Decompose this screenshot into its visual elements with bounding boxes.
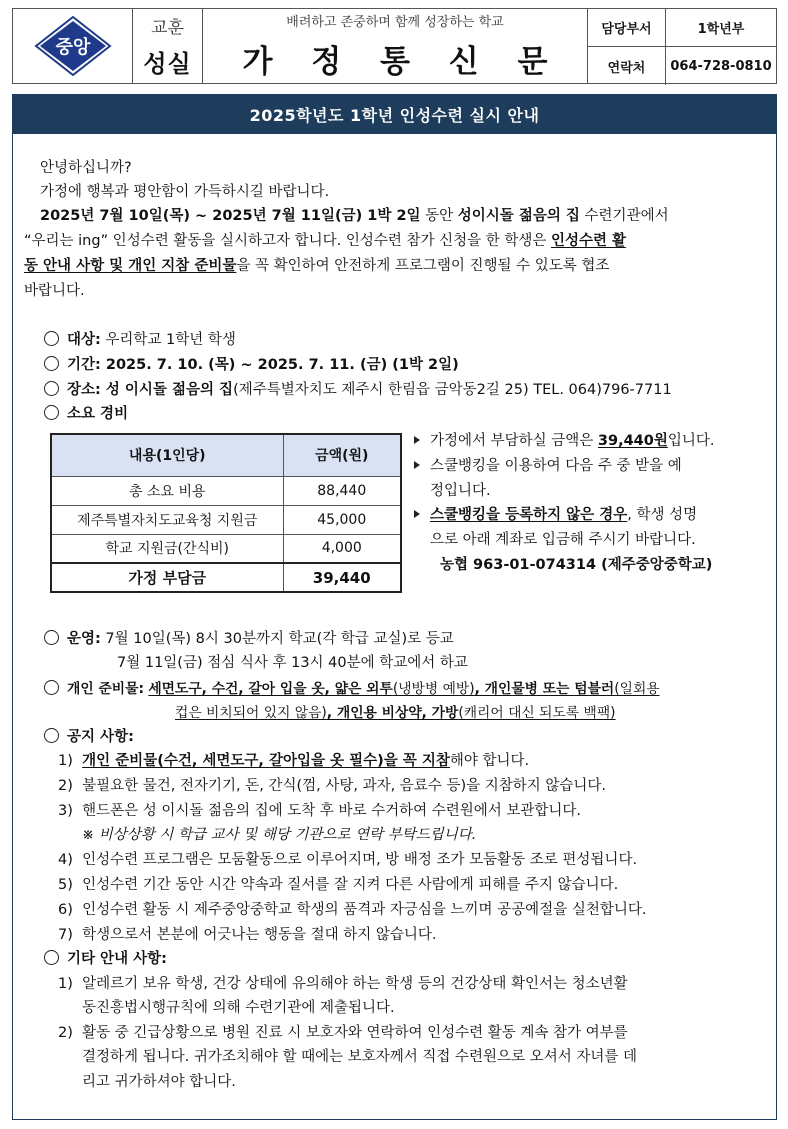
bullet-circle-icon (44, 630, 59, 645)
cost-note-2-cont: 정입니다. (430, 483, 491, 499)
cost-table (50, 433, 402, 593)
list-number: 5) (58, 877, 73, 893)
triangle-bullet-icon (414, 510, 420, 518)
cost-note-1 (414, 431, 715, 451)
intro-line-1 (40, 206, 669, 226)
supplies-line-2 (175, 703, 616, 723)
supplies-emphasis: , 개인용 비상약, 가방 (326, 705, 459, 721)
table-total-row (51, 563, 401, 592)
table-header-row (51, 434, 401, 476)
operation-label: 운영: (67, 631, 101, 647)
school-slogan: 배려하고 존중하며 함께 성장하는 학교 (286, 15, 504, 30)
notice-7 (58, 925, 437, 945)
other-text: 활동 중 긴급상황으로 병원 진료 시 보호자와 연락하여 인성수련 활동 계속 참가 여부를 (82, 1025, 628, 1041)
operation-line: 7월 10일(목) 8시 30분까지 학교(각 학급 교실)로 등교 (100, 631, 454, 647)
school-logo-cell (13, 9, 133, 83)
notice-text: 핸드폰은 성 이시돌 젊음의 집에 도착 후 바로 수거하여 수련원에서 보관합니다. (82, 803, 582, 819)
notice-text: 불필요한 물건, 전자기기, 돈, 간식(껌, 사탕, 과자, 음료수 등)을 지참하지 않습니다. (82, 778, 606, 794)
letter-header (12, 8, 777, 84)
supplies-label: 개인 준비물: (67, 681, 144, 697)
notice-4 (58, 850, 637, 870)
dept-value: 1학년부 (666, 9, 776, 47)
motto-cell (133, 9, 203, 83)
letter-title: 가 정 통 신 문 (242, 44, 562, 80)
cost-note-3-cont: 으로 아래 계좌로 입금해 주시기 바랍니다. (430, 532, 696, 548)
intro-text: 수련기관에서 (579, 208, 669, 224)
table-cell: 총 소요 비용 (51, 476, 283, 505)
operation-line-2: 7월 11일(금) 점심 식사 후 13시 40분에 학교에서 하교 (117, 655, 468, 671)
note-text: 가정에서 부담하실 금액은 (430, 433, 598, 449)
period-value: 2025. 7. 10. (목) ~ 2025. 7. 11. (금) (1박 2일) (100, 357, 459, 373)
title-cell (203, 9, 588, 83)
emblem-text: 중앙 (55, 37, 90, 58)
list-number: 3) (58, 803, 73, 819)
supplies-text: (냉방병 예방) (392, 681, 475, 697)
bullet-circle-icon (44, 331, 59, 346)
notice-3 (58, 801, 581, 821)
other-2-cont: 결정하게 됩니다. 귀가조치해야 할 때에는 보호자께서 직접 수련원으로 오셔서 자녀를 데 (82, 1049, 637, 1065)
notice-6 (58, 900, 646, 920)
bullet-circle-icon (44, 381, 59, 396)
place-label: 장소: 성 이시돌 젊음의 집 (67, 382, 234, 398)
triangle-bullet-icon (414, 436, 420, 444)
target-label: 대상: (67, 332, 101, 348)
cost-note-2 (414, 456, 682, 476)
notice-text: 인성수련 프로그램은 모둠활동으로 이루어지며, 방 배정 조가 모둠활동 조로 편성됩니다. (82, 852, 638, 868)
other-text: 알레르기 보유 학생, 건강 상태에 유의해야 하는 학생 등의 건강상태 확인서는 청소년활 (82, 976, 628, 992)
list-number: 6) (58, 902, 73, 918)
intro-emphasis: 동 안내 사항 및 개인 지참 준비물 (24, 258, 237, 274)
other-label: 기타 안내 사항: (67, 951, 167, 967)
bullet-circle-icon (44, 405, 59, 420)
note-emphasis: 스쿨뱅킹을 등록하지 않은 경우 (430, 507, 628, 523)
content-frame (12, 134, 777, 1120)
notice-emphasis: 개인 준비물(수건, 세면도구, 갈아입을 옷 필수)을 꼭 지참 (82, 753, 450, 769)
notice-text: 해야 합니다. (449, 753, 530, 769)
event-dates: 2025년 7월 10일(목) ~ 2025년 7월 11일(금) 1박 2일 (40, 208, 421, 224)
other-2 (58, 1023, 628, 1043)
event-place: 성이시돌 젊음의 집 (457, 208, 580, 224)
bank-account: 농협 963-01-074314 (제주중앙중학교) (440, 557, 713, 573)
list-number: 1) (58, 976, 73, 992)
intro-line-4: 바랍니다. (24, 283, 85, 299)
table-cell: 88,440 (283, 476, 401, 505)
supplies-text: (캐리어 대신 되도록 백팩) (458, 705, 616, 721)
table-cell: 학교 지원금(간식비) (51, 534, 283, 563)
table-cell: 39,440 (283, 563, 401, 592)
supplies-text: 컵은 비치되어 있지 않음) (175, 705, 327, 721)
place-item (44, 380, 672, 400)
other-heading (44, 949, 167, 969)
table-row (51, 476, 401, 505)
period-label: 기간: (67, 357, 101, 373)
intro-text: 을 꼭 확인하여 안전하게 프로그램이 진행될 수 있도록 협조 (236, 258, 610, 274)
place-value: (제주특별자치도 제주시 한림읍 금악동2길 25) TEL. 064)796-7711 (233, 382, 672, 398)
target-item (44, 330, 236, 350)
note-text: 입니다. (667, 433, 715, 449)
notice-banner: 2025학년도 1학년 인성수련 실시 안내 (12, 94, 777, 134)
period-item (44, 355, 459, 375)
supplies-item (44, 679, 660, 699)
operation-item (44, 629, 454, 649)
other-1-cont: 동진흥법시행규칙에 의해 수련기관에 제출됩니다. (82, 1000, 395, 1016)
notice-5 (58, 875, 618, 895)
table-row (51, 534, 401, 563)
list-number: 7) (58, 927, 73, 943)
notices-heading (44, 727, 134, 747)
supplies-emphasis: , 개인물병 또는 텀블러 (474, 681, 615, 697)
cost-note-3 (414, 505, 697, 525)
table-header-cell: 금액(원) (283, 434, 401, 476)
motto-label: 교훈 (151, 18, 184, 38)
bullet-circle-icon (44, 356, 59, 371)
notice-1 (58, 751, 529, 771)
contact-label: 연락처 (588, 47, 666, 85)
table-cell: 45,000 (283, 505, 401, 534)
intro-line-2 (24, 231, 626, 251)
contact-value: 064-728-0810 (670, 58, 772, 74)
note-text: 스쿨뱅킹을 이용하여 다음 주 중 받을 예 (430, 458, 682, 474)
other-2-cont-2: 리고 귀가하셔야 합니다. (82, 1074, 236, 1090)
wish-line: 가정에 행복과 평안함이 가득하시길 바랍니다. (40, 184, 330, 200)
contact-info-grid (588, 9, 776, 83)
notice-text: 인성수련 기간 동안 시간 약속과 질서를 잘 지켜 다른 사람에게 피해를 주지 않습니다. (82, 877, 619, 893)
bullet-circle-icon (44, 728, 59, 743)
notices-label: 공지 사항: (67, 729, 134, 745)
table-row (51, 505, 401, 534)
table-header-cell: 내용(1인당) (51, 434, 283, 476)
notice-text: 인성수련 활동 시 제주중앙중학교 학생의 품격과 자긍심을 느끼며 공공예절을 실천합니다. (82, 902, 647, 918)
other-1 (58, 974, 628, 994)
notice-2 (58, 776, 606, 796)
bullet-circle-icon (44, 950, 59, 965)
notice-text: 학생으로서 본분에 어긋나는 행동을 절대 하지 않습니다. (82, 927, 437, 943)
table-cell: 4,000 (283, 534, 401, 563)
list-number: 1) (58, 753, 73, 769)
list-number: 2) (58, 778, 73, 794)
motto-text: 성실 (143, 49, 192, 78)
table-cell: 가정 부담금 (51, 563, 283, 592)
triangle-bullet-icon (414, 461, 420, 469)
greeting: 안녕하십니까? (40, 160, 132, 176)
intro-line-3 (24, 256, 609, 276)
list-number: 4) (58, 852, 73, 868)
table-cell: 제주특별자치도교육청 지원금 (51, 505, 283, 534)
dept-label: 담당부서 (588, 9, 666, 47)
intro-emphasis: 인성수련 활 (550, 233, 627, 249)
target-value: 우리학교 1학년 학생 (100, 332, 236, 348)
bullet-circle-icon (44, 680, 59, 695)
note-emphasis: 39,440원 (597, 433, 668, 449)
note-text: , 학생 성명 (627, 507, 698, 523)
supplies-emphasis: 세면도구, 수건, 갈아 입을 옷, 얇은 외투 (148, 681, 393, 697)
cost-item (44, 404, 128, 424)
intro-text: “우리는 ing” 인성수련 활동을 실시하고자 합니다. 인성수련 참가 신청을 한 학생은 (24, 233, 551, 249)
list-number: 2) (58, 1025, 73, 1041)
intro-text: 동안 (420, 208, 458, 224)
notice-3-emergency-note: ※ 비상상황 시 학급 교사 및 해당 기관으로 연락 부탁드립니다. (82, 827, 477, 843)
supplies-text: (일회용 (614, 681, 660, 697)
school-emblem-icon (33, 14, 113, 78)
cost-label: 소요 경비 (67, 406, 129, 422)
